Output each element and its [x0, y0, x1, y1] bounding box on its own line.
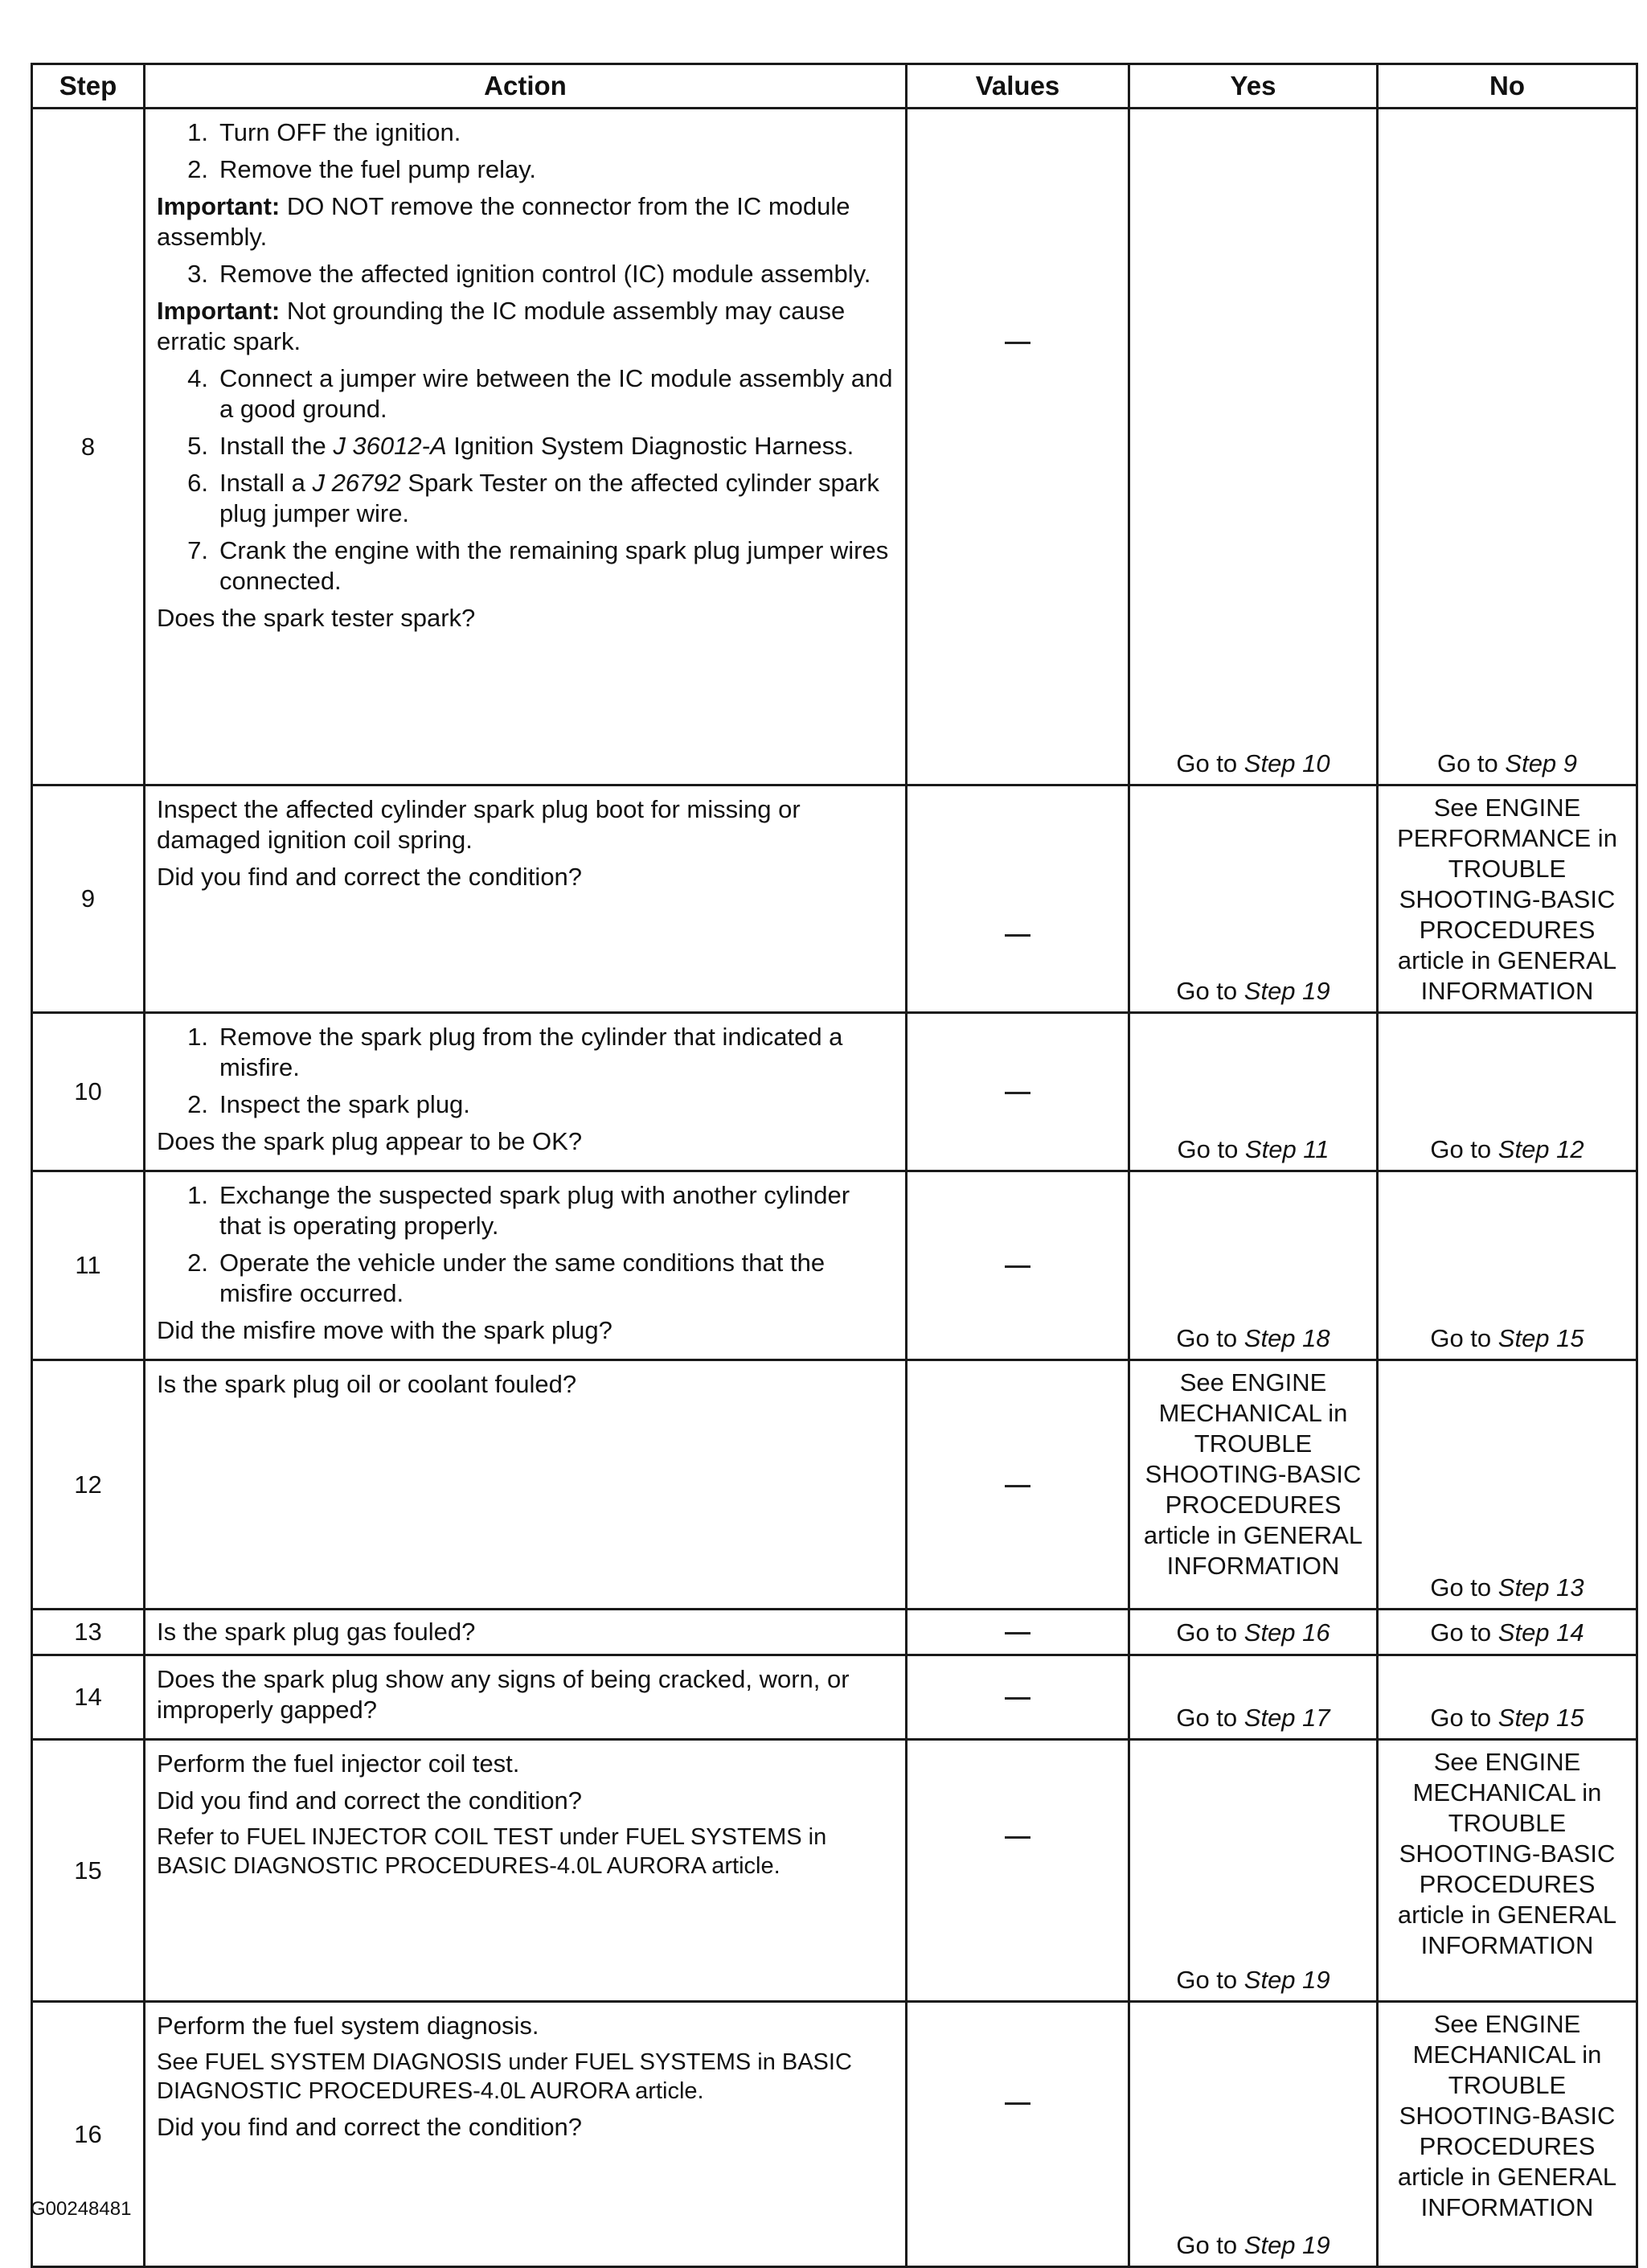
- list-item: 2. Operate the vehicle under the same conditions that the misfire occurred.: [187, 1249, 826, 1307]
- header-row: [32, 64, 1637, 109]
- header-step: Step: [32, 64, 145, 109]
- values-cell: [907, 2002, 1129, 2267]
- yes-cell: Go to Step 19: [1129, 785, 1378, 1013]
- values-cell: [907, 1171, 1129, 1360]
- dash-mark: [1005, 2102, 1030, 2105]
- no-cell: See ENGINE PERFORMANCE in TROUBLE SHOOTING-BASIC PROCEDURES article in GENERAL INFORMATION: [1378, 785, 1637, 1013]
- dash-mark: [1005, 1485, 1030, 1487]
- action-text: Perform the fuel system diagnosis.: [157, 2012, 539, 2040]
- action-cell: [145, 1655, 907, 1740]
- list-item: 1. Remove the spark plug from the cylinder that indicated a misfire.: [187, 1023, 843, 1081]
- no-cell: Go to Step 15: [1378, 1655, 1637, 1740]
- action-cell: [145, 1610, 907, 1655]
- yes-cell: Go to Step 10: [1129, 109, 1378, 785]
- no-cell: Go to Step 9: [1378, 109, 1637, 785]
- yes-cell: Go to Step 16: [1129, 1610, 1378, 1655]
- action-cell: [145, 1360, 907, 1610]
- question: Did you find and correct the condition?: [157, 1786, 583, 1815]
- question: Does the spark tester spark?: [157, 604, 476, 632]
- no-cell: Go to Step 15: [1378, 1171, 1637, 1360]
- header-no: No: [1378, 64, 1637, 109]
- list-item: 2. Remove the fuel pump relay.: [187, 155, 537, 183]
- list-item: 3. Remove the affected ignition control (IC) module assembly.: [187, 260, 871, 288]
- values-cell: [907, 109, 1129, 785]
- yes-cell: Go to Step 17: [1129, 1655, 1378, 1740]
- step-number: 9: [32, 785, 145, 1013]
- table-row-step-10: [32, 1013, 1637, 1171]
- step-number: 13: [32, 1610, 145, 1655]
- dash-mark: [1005, 1632, 1030, 1634]
- dash-mark: [1005, 342, 1030, 344]
- values-cell: [907, 1360, 1129, 1610]
- table-row-step-13: [32, 1610, 1637, 1655]
- question: Does the spark plug show any signs of being cracked, worn, or improperly gapped?: [157, 1665, 850, 1724]
- values-cell: [907, 1740, 1129, 2002]
- important-note: Important: Not grounding the IC module assembly may cause erratic spark.: [157, 297, 846, 355]
- table-row-step-9: [32, 785, 1637, 1013]
- values-cell: [907, 785, 1129, 1013]
- question: Does the spark plug appear to be OK?: [157, 1127, 583, 1155]
- question: Did the misfire move with the spark plug?: [157, 1316, 613, 1344]
- table-row-step-16: [32, 2002, 1637, 2267]
- dash-mark: [1005, 1697, 1030, 1700]
- header-yes: Yes: [1129, 64, 1378, 109]
- dash-mark: [1005, 1092, 1030, 1094]
- table-row-step-11: [32, 1171, 1637, 1360]
- question: Did you find and correct the condition?: [157, 2113, 583, 2141]
- step-number: 15: [32, 1740, 145, 2002]
- dash-mark: [1005, 934, 1030, 937]
- list-item: 1. Exchange the suspected spark plug with another cylinder that is operating properly.: [187, 1181, 850, 1240]
- action-text: Perform the fuel injector coil test.: [157, 1749, 520, 1778]
- table-row-step-8: [32, 109, 1637, 785]
- values-cell: [907, 1655, 1129, 1740]
- dash-mark: [1005, 1265, 1030, 1268]
- question: Is the spark plug gas fouled?: [157, 1618, 476, 1646]
- header-action: Action: [145, 64, 907, 109]
- action-cell: [145, 785, 907, 1013]
- no-cell: Go to Step 12: [1378, 1013, 1637, 1171]
- action-cell: [145, 1740, 907, 2002]
- values-cell: [907, 1013, 1129, 1171]
- yes-cell: Go to Step 18: [1129, 1171, 1378, 1360]
- step-number: 14: [32, 1655, 145, 1740]
- action-cell: [145, 109, 907, 785]
- diagnostic-table-container: [31, 63, 1636, 2268]
- table-row-step-12: [32, 1360, 1637, 1610]
- yes-cell: Go to Step 11: [1129, 1013, 1378, 1171]
- list-item: 2. Inspect the spark plug.: [187, 1090, 470, 1118]
- dash-mark: [1005, 1836, 1030, 1839]
- yes-cell: See ENGINE MECHANICAL in TROUBLE SHOOTING-BASIC PROCEDURES article in GENERAL INFORMATION: [1129, 1360, 1378, 1610]
- figure-id: G00248481: [31, 2198, 132, 2220]
- no-cell: See ENGINE MECHANICAL in TROUBLE SHOOTING-BASIC PROCEDURES article in GENERAL INFORMATION: [1378, 1740, 1637, 2002]
- list-item: 4. Connect a jumper wire between the IC module assembly and a good ground.: [187, 364, 893, 423]
- list-item: 5. Install the J 36012-A Ignition System Diagnostic Harness.: [187, 432, 854, 460]
- header-values: Values: [907, 64, 1129, 109]
- step-number: 11: [32, 1171, 145, 1360]
- action-cell: [145, 1013, 907, 1171]
- yes-cell: Go to Step 19: [1129, 2002, 1378, 2267]
- no-cell: Go to Step 14: [1378, 1610, 1637, 1655]
- step-number: 12: [32, 1360, 145, 1610]
- list-item: 7. Crank the engine with the remaining spark plug jumper wires connected.: [187, 536, 889, 595]
- step-number: 8: [32, 109, 145, 785]
- yes-cell: Go to Step 19: [1129, 1740, 1378, 2002]
- no-cell: Go to Step 13: [1378, 1360, 1637, 1610]
- diagnostic-table: [31, 63, 1638, 2268]
- table-row-step-14: [32, 1655, 1637, 1740]
- reference-note: See FUEL SYSTEM DIAGNOSIS under FUEL SYSTEMS in BASIC DIAGNOSTIC PROCEDURES-4.0L AURORA article.: [157, 2049, 852, 2104]
- list-item: 1. Turn OFF the ignition.: [187, 118, 461, 146]
- step-number: 10: [32, 1013, 145, 1171]
- table-row-step-15: [32, 1740, 1637, 2002]
- action-cell: [145, 2002, 907, 2267]
- question: Did you find and correct the condition?: [157, 863, 583, 891]
- important-note: Important: DO NOT remove the connector from the IC module assembly.: [157, 192, 850, 251]
- action-cell: [145, 1171, 907, 1360]
- no-cell: See ENGINE MECHANICAL in TROUBLE SHOOTING-BASIC PROCEDURES article in GENERAL INFORMATION: [1378, 2002, 1637, 2267]
- step-number: 16: [32, 2002, 145, 2267]
- values-cell: [907, 1610, 1129, 1655]
- reference-note: Refer to FUEL INJECTOR COIL TEST under FUEL SYSTEMS in BASIC DIAGNOSTIC PROCEDURES-4.0L AURORA article.: [157, 1824, 827, 1879]
- list-item: 6. Install a J 26792 Spark Tester on the affected cylinder spark plug jumper wire.: [187, 469, 879, 527]
- question: Is the spark plug oil or coolant fouled?: [157, 1370, 577, 1398]
- action-text: Inspect the affected cylinder spark plug boot for missing or damaged ignition coil spring.: [157, 795, 801, 854]
